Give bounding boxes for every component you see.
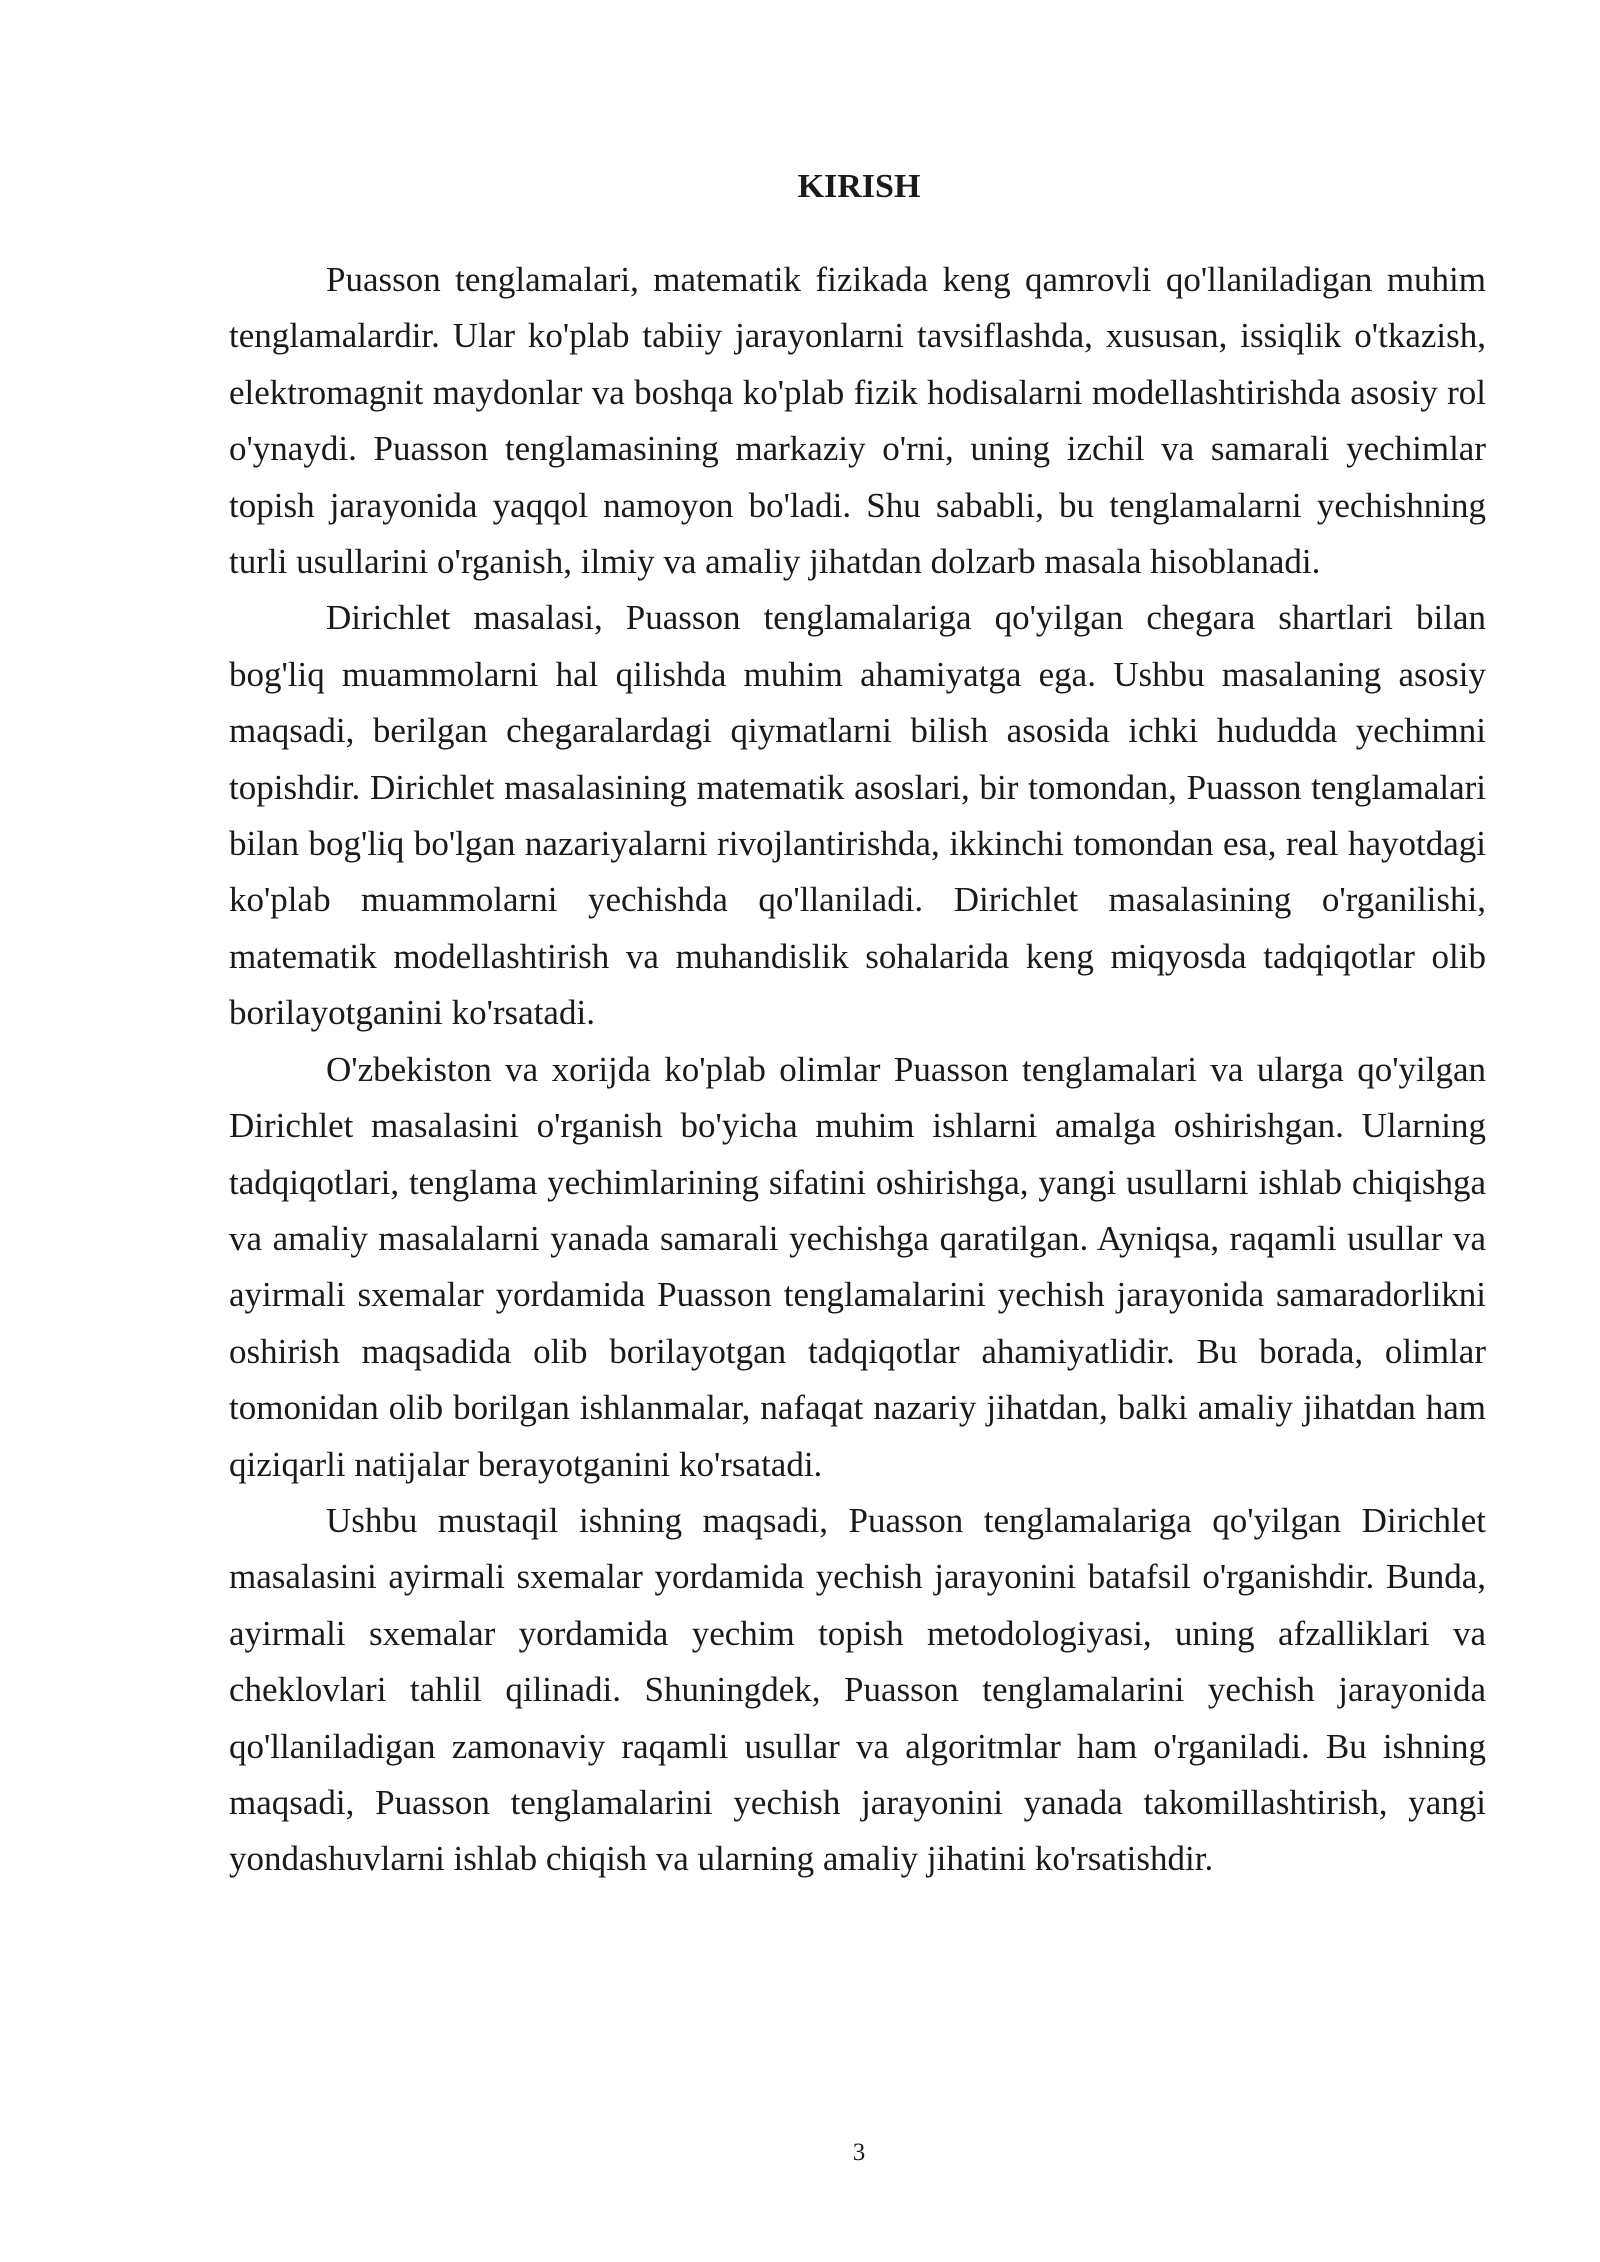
paragraph-1: Puasson tenglamalari, matematik fizikada keng qamrovli qo'llaniladigan muhim tenglamalardir. Ular ko'plab tabiiy jarayonlarni tavsiflashda, xususan, issiqlik o'tkazish, elektromagnit maydonlar va boshqa ko'plab fizik hodisalarni modellashtirishda asosiy rol o'ynaydi. Puasson tenglamasining markaziy o'rni, uning izchil va samarali yechimlar topish jarayonida yaqqol namoyon bo'ladi. Shu sababli, bu tenglamalarni yechishning turli usullarini o'rganish, ilmiy va amaliy jihatdan dolzarb masala hisoblanadi. — [229, 260, 1486, 582]
paragraph-4: Ushbu mustaqil ishning maqsadi, Puasson tenglamalariga qo'yilgan Dirichlet masalasini ayirmali sxemalar yordamida yechish jarayonini batafsil o'rganishdir. Bunda, ayirmali sxemalar yordamida yechim topish metodologiyasi, uning afzalliklari va cheklovlari tahlil qilinadi. Shuningdek, Puasson tenglamalarini yechish jarayonida qo'llaniladigan zamonaviy raqamli usullar va algoritmlar ham o'rganiladi. Bu ishning maqsadi, Puasson tenglamalarini yechish jarayonini yanada takomillashtirish, yangi yondashuvlarni ishlab chiqish va ularning amaliy jihatini ko'rsatishdir. — [229, 1500, 1486, 1879]
body-text — [229, 252, 1486, 1888]
section-title: KIRISH — [797, 168, 921, 205]
page-number: 3 — [852, 2139, 866, 2166]
paragraph-2: Dirichlet masalasi, Puasson tenglamalariga qo'yilgan chegara shartlari bilan bog'liq muammolarni hal qilishda muhim ahamiyatga ega. Ushbu masalaning asosiy maqsadi, berilgan chegaralardagi qiymatlarni bilish asosida ichki hududda yechimni topishdir. Dirichlet masalasining matematik asoslari, bir tomondan, Puasson tenglamalari bilan bog'liq bo'lgan nazariyalarni rivojlantirishda, ikkinchi tomondan esa, real hayotdagi ko'plab muammolarni yechishda qo'llaniladi. Dirichlet masalasining o'rganilishi, matematik modellashtirish va muhandislik sohalarida keng miqyosda tadqiqotlar olib borilayotganini ko'rsatadi. — [229, 598, 1486, 1033]
paragraph-3: O'zbekiston va xorijda ko'plab olimlar Puasson tenglamalari va ularga qo'yilgan Dirichlet masalasini o'rganish bo'yicha muhim ishlarni amalga oshirishgan. Ularning tadqiqotlari, tenglama yechimlarining sifatini oshirishga, yangi usullarni ishlab chiqishga va amaliy masalalarni yanada samarali yechishga qaratilgan. Ayniqsa, raqamli usullar va ayirmali sxemalar yordamida Puasson tenglamalarini yechish jarayonida samaradorlikni oshirish maqsadida olib borilayotgan tadqiqotlar ahamiyatlidir. Bu borada, olimlar tomonidan olib borilgan ishlanmalar, nafaqat nazariy jihatdan, balki amaliy jihatdan ham qiziqarli natijalar berayotganini ko'rsatadi. — [229, 1049, 1486, 1484]
